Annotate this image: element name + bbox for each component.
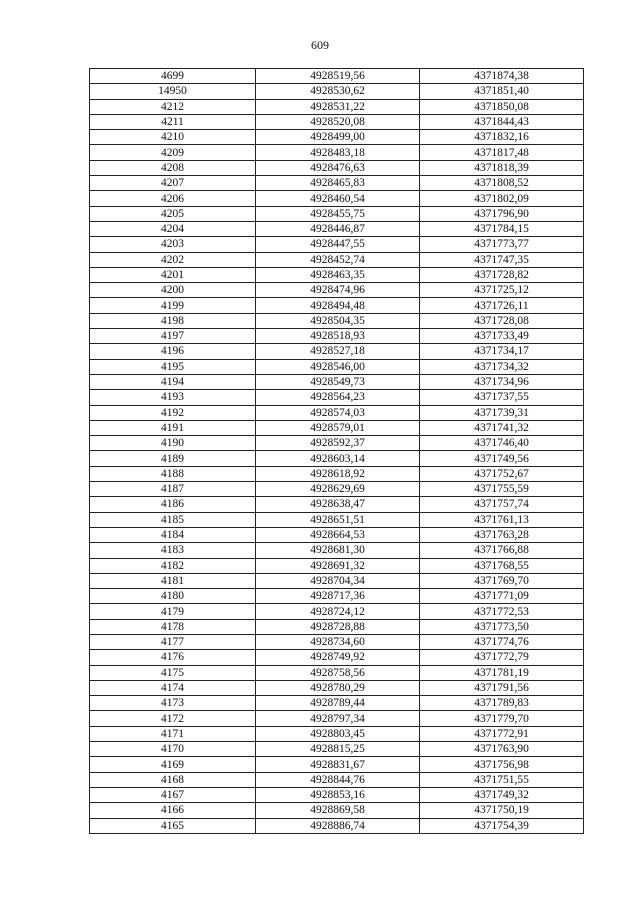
y-coordinate-cell: 4371754,39 bbox=[420, 818, 584, 833]
x-coordinate-cell: 4928734,60 bbox=[256, 634, 420, 649]
table-row bbox=[90, 237, 584, 252]
x-coordinate-cell: 4928724,12 bbox=[256, 604, 420, 619]
point-number-cell: 4194 bbox=[90, 374, 256, 389]
y-coordinate-cell: 4371763,90 bbox=[420, 742, 584, 757]
x-coordinate-cell: 4928530,62 bbox=[256, 84, 420, 99]
x-coordinate-cell: 4928474,96 bbox=[256, 283, 420, 298]
y-coordinate-cell: 4371832,16 bbox=[420, 130, 584, 145]
x-coordinate-cell: 4928564,23 bbox=[256, 390, 420, 405]
point-number-cell: 4183 bbox=[90, 543, 256, 558]
x-coordinate-cell: 4928579,01 bbox=[256, 420, 420, 435]
table-row bbox=[90, 711, 584, 726]
table-row bbox=[90, 589, 584, 604]
x-coordinate-cell: 4928446,87 bbox=[256, 221, 420, 236]
point-number-cell: 4171 bbox=[90, 726, 256, 741]
y-coordinate-cell: 4371850,08 bbox=[420, 99, 584, 114]
x-coordinate-cell: 4928460,54 bbox=[256, 191, 420, 206]
y-coordinate-cell: 4371725,12 bbox=[420, 283, 584, 298]
x-coordinate-cell: 4928638,47 bbox=[256, 497, 420, 512]
x-coordinate-cell: 4928520,08 bbox=[256, 114, 420, 129]
table-row bbox=[90, 558, 584, 573]
y-coordinate-cell: 4371755,59 bbox=[420, 482, 584, 497]
x-coordinate-cell: 4928499,00 bbox=[256, 130, 420, 145]
x-coordinate-cell: 4928704,34 bbox=[256, 573, 420, 588]
table-row bbox=[90, 130, 584, 145]
x-coordinate-cell: 4928549,73 bbox=[256, 374, 420, 389]
y-coordinate-cell: 4371784,15 bbox=[420, 221, 584, 236]
coordinates-table-body bbox=[90, 69, 584, 834]
table-row bbox=[90, 436, 584, 451]
point-number-cell: 4173 bbox=[90, 696, 256, 711]
y-coordinate-cell: 4371772,79 bbox=[420, 650, 584, 665]
x-coordinate-cell: 4928455,75 bbox=[256, 206, 420, 221]
y-coordinate-cell: 4371766,88 bbox=[420, 543, 584, 558]
x-coordinate-cell: 4928483,18 bbox=[256, 145, 420, 160]
y-coordinate-cell: 4371789,83 bbox=[420, 696, 584, 711]
table-row bbox=[90, 680, 584, 695]
x-coordinate-cell: 4928780,29 bbox=[256, 680, 420, 695]
point-number-cell: 4212 bbox=[90, 99, 256, 114]
y-coordinate-cell: 4371747,35 bbox=[420, 252, 584, 267]
x-coordinate-cell: 4928844,76 bbox=[256, 772, 420, 787]
table-row bbox=[90, 221, 584, 236]
y-coordinate-cell: 4371750,19 bbox=[420, 803, 584, 818]
y-coordinate-cell: 4371768,55 bbox=[420, 558, 584, 573]
point-number-cell: 4188 bbox=[90, 466, 256, 481]
x-coordinate-cell: 4928758,56 bbox=[256, 665, 420, 680]
point-number-cell: 4168 bbox=[90, 772, 256, 787]
x-coordinate-cell: 4928618,92 bbox=[256, 466, 420, 481]
table-row bbox=[90, 283, 584, 298]
table-row bbox=[90, 619, 584, 634]
table-row bbox=[90, 650, 584, 665]
y-coordinate-cell: 4371761,13 bbox=[420, 512, 584, 527]
table-row bbox=[90, 726, 584, 741]
x-coordinate-cell: 4928447,55 bbox=[256, 237, 420, 252]
y-coordinate-cell: 4371844,43 bbox=[420, 114, 584, 129]
point-number-cell: 4204 bbox=[90, 221, 256, 236]
table-row bbox=[90, 696, 584, 711]
y-coordinate-cell: 4371733,49 bbox=[420, 329, 584, 344]
page-number: 609 bbox=[311, 38, 329, 52]
point-number-cell: 4190 bbox=[90, 436, 256, 451]
x-coordinate-cell: 4928527,18 bbox=[256, 344, 420, 359]
point-number-cell: 4205 bbox=[90, 206, 256, 221]
point-number-cell: 4177 bbox=[90, 634, 256, 649]
x-coordinate-cell: 4928717,36 bbox=[256, 589, 420, 604]
x-coordinate-cell: 4928797,34 bbox=[256, 711, 420, 726]
x-coordinate-cell: 4928831,67 bbox=[256, 757, 420, 772]
y-coordinate-cell: 4371773,50 bbox=[420, 619, 584, 634]
table-row bbox=[90, 742, 584, 757]
table-row bbox=[90, 757, 584, 772]
table-row bbox=[90, 634, 584, 649]
table-row bbox=[90, 176, 584, 191]
y-coordinate-cell: 4371728,82 bbox=[420, 267, 584, 282]
x-coordinate-cell: 4928803,45 bbox=[256, 726, 420, 741]
point-number-cell: 4199 bbox=[90, 298, 256, 313]
table-row bbox=[90, 298, 584, 313]
point-number-cell: 4187 bbox=[90, 482, 256, 497]
point-number-cell: 4197 bbox=[90, 329, 256, 344]
x-coordinate-cell: 4928452,74 bbox=[256, 252, 420, 267]
point-number-cell: 4191 bbox=[90, 420, 256, 435]
table-row bbox=[90, 405, 584, 420]
point-number-cell: 4170 bbox=[90, 742, 256, 757]
y-coordinate-cell: 4371818,39 bbox=[420, 160, 584, 175]
x-coordinate-cell: 4928664,53 bbox=[256, 527, 420, 542]
point-number-cell: 4207 bbox=[90, 176, 256, 191]
point-number-cell: 4176 bbox=[90, 650, 256, 665]
point-number-cell: 4209 bbox=[90, 145, 256, 160]
x-coordinate-cell: 4928886,74 bbox=[256, 818, 420, 833]
point-number-cell: 4165 bbox=[90, 818, 256, 833]
x-coordinate-cell: 4928465,83 bbox=[256, 176, 420, 191]
y-coordinate-cell: 4371749,32 bbox=[420, 787, 584, 802]
table-row bbox=[90, 512, 584, 527]
x-coordinate-cell: 4928869,58 bbox=[256, 803, 420, 818]
table-row bbox=[90, 665, 584, 680]
y-coordinate-cell: 4371808,52 bbox=[420, 176, 584, 191]
table-row bbox=[90, 252, 584, 267]
x-coordinate-cell: 4928476,63 bbox=[256, 160, 420, 175]
point-number-cell: 4201 bbox=[90, 267, 256, 282]
table-row bbox=[90, 267, 584, 282]
y-coordinate-cell: 4371769,70 bbox=[420, 573, 584, 588]
table-row bbox=[90, 497, 584, 512]
table-row bbox=[90, 99, 584, 114]
point-number-cell: 4196 bbox=[90, 344, 256, 359]
y-coordinate-cell: 4371734,17 bbox=[420, 344, 584, 359]
table-row bbox=[90, 466, 584, 481]
table-row bbox=[90, 482, 584, 497]
y-coordinate-cell: 4371726,11 bbox=[420, 298, 584, 313]
x-coordinate-cell: 4928592,37 bbox=[256, 436, 420, 451]
x-coordinate-cell: 4928749,92 bbox=[256, 650, 420, 665]
y-coordinate-cell: 4371771,09 bbox=[420, 589, 584, 604]
point-number-cell: 4180 bbox=[90, 589, 256, 604]
point-number-cell: 4195 bbox=[90, 359, 256, 374]
x-coordinate-cell: 4928629,69 bbox=[256, 482, 420, 497]
y-coordinate-cell: 4371757,74 bbox=[420, 497, 584, 512]
point-number-cell: 4189 bbox=[90, 451, 256, 466]
point-number-cell: 4175 bbox=[90, 665, 256, 680]
table-row bbox=[90, 390, 584, 405]
table-row bbox=[90, 573, 584, 588]
point-number-cell: 4210 bbox=[90, 130, 256, 145]
y-coordinate-cell: 4371752,67 bbox=[420, 466, 584, 481]
point-number-cell: 4182 bbox=[90, 558, 256, 573]
y-coordinate-cell: 4371751,55 bbox=[420, 772, 584, 787]
point-number-cell: 4208 bbox=[90, 160, 256, 175]
table-row bbox=[90, 191, 584, 206]
y-coordinate-cell: 4371734,96 bbox=[420, 374, 584, 389]
table-row bbox=[90, 313, 584, 328]
table-row bbox=[90, 803, 584, 818]
point-number-cell: 4206 bbox=[90, 191, 256, 206]
x-coordinate-cell: 4928728,88 bbox=[256, 619, 420, 634]
y-coordinate-cell: 4371741,32 bbox=[420, 420, 584, 435]
table-row bbox=[90, 543, 584, 558]
point-number-cell: 4184 bbox=[90, 527, 256, 542]
x-coordinate-cell: 4928519,56 bbox=[256, 69, 420, 84]
x-coordinate-cell: 4928691,32 bbox=[256, 558, 420, 573]
point-number-cell: 4167 bbox=[90, 787, 256, 802]
point-number-cell: 4178 bbox=[90, 619, 256, 634]
table-row bbox=[90, 787, 584, 802]
x-coordinate-cell: 4928546,00 bbox=[256, 359, 420, 374]
y-coordinate-cell: 4371774,76 bbox=[420, 634, 584, 649]
x-coordinate-cell: 4928504,35 bbox=[256, 313, 420, 328]
y-coordinate-cell: 4371756,98 bbox=[420, 757, 584, 772]
x-coordinate-cell: 4928574,03 bbox=[256, 405, 420, 420]
point-number-cell: 4198 bbox=[90, 313, 256, 328]
y-coordinate-cell: 4371802,09 bbox=[420, 191, 584, 206]
table-row bbox=[90, 69, 584, 84]
point-number-cell: 4193 bbox=[90, 390, 256, 405]
y-coordinate-cell: 4371728,08 bbox=[420, 313, 584, 328]
point-number-cell: 4169 bbox=[90, 757, 256, 772]
point-number-cell: 4200 bbox=[90, 283, 256, 298]
x-coordinate-cell: 4928789,44 bbox=[256, 696, 420, 711]
point-number-cell: 4203 bbox=[90, 237, 256, 252]
table-row bbox=[90, 818, 584, 833]
table-row bbox=[90, 451, 584, 466]
table-row bbox=[90, 145, 584, 160]
table-row bbox=[90, 772, 584, 787]
point-number-cell: 4166 bbox=[90, 803, 256, 818]
point-number-cell: 4172 bbox=[90, 711, 256, 726]
x-coordinate-cell: 4928518,93 bbox=[256, 329, 420, 344]
point-number-cell: 4174 bbox=[90, 680, 256, 695]
point-number-cell: 4192 bbox=[90, 405, 256, 420]
table-row bbox=[90, 206, 584, 221]
point-number-cell: 4699 bbox=[90, 69, 256, 84]
y-coordinate-cell: 4371773,77 bbox=[420, 237, 584, 252]
point-number-cell: 4186 bbox=[90, 497, 256, 512]
y-coordinate-cell: 4371779,70 bbox=[420, 711, 584, 726]
point-number-cell: 14950 bbox=[90, 84, 256, 99]
x-coordinate-cell: 4928531,22 bbox=[256, 99, 420, 114]
y-coordinate-cell: 4371781,19 bbox=[420, 665, 584, 680]
y-coordinate-cell: 4371763,28 bbox=[420, 527, 584, 542]
table-row bbox=[90, 114, 584, 129]
y-coordinate-cell: 4371737,55 bbox=[420, 390, 584, 405]
y-coordinate-cell: 4371791,56 bbox=[420, 680, 584, 695]
y-coordinate-cell: 4371734,32 bbox=[420, 359, 584, 374]
x-coordinate-cell: 4928681,30 bbox=[256, 543, 420, 558]
table-row bbox=[90, 420, 584, 435]
point-number-cell: 4211 bbox=[90, 114, 256, 129]
y-coordinate-cell: 4371874,38 bbox=[420, 69, 584, 84]
y-coordinate-cell: 4371817,48 bbox=[420, 145, 584, 160]
point-number-cell: 4202 bbox=[90, 252, 256, 267]
table-row bbox=[90, 359, 584, 374]
y-coordinate-cell: 4371772,53 bbox=[420, 604, 584, 619]
table-row bbox=[90, 329, 584, 344]
table-row bbox=[90, 527, 584, 542]
coordinates-table bbox=[89, 68, 584, 834]
x-coordinate-cell: 4928603,14 bbox=[256, 451, 420, 466]
table-row bbox=[90, 160, 584, 175]
x-coordinate-cell: 4928651,51 bbox=[256, 512, 420, 527]
x-coordinate-cell: 4928815,25 bbox=[256, 742, 420, 757]
table-row bbox=[90, 374, 584, 389]
y-coordinate-cell: 4371772,91 bbox=[420, 726, 584, 741]
table-row bbox=[90, 84, 584, 99]
y-coordinate-cell: 4371739,31 bbox=[420, 405, 584, 420]
table-row bbox=[90, 344, 584, 359]
x-coordinate-cell: 4928853,16 bbox=[256, 787, 420, 802]
point-number-cell: 4179 bbox=[90, 604, 256, 619]
point-number-cell: 4181 bbox=[90, 573, 256, 588]
y-coordinate-cell: 4371796,90 bbox=[420, 206, 584, 221]
x-coordinate-cell: 4928494,48 bbox=[256, 298, 420, 313]
x-coordinate-cell: 4928463,35 bbox=[256, 267, 420, 282]
y-coordinate-cell: 4371749,56 bbox=[420, 451, 584, 466]
point-number-cell: 4185 bbox=[90, 512, 256, 527]
y-coordinate-cell: 4371851,40 bbox=[420, 84, 584, 99]
y-coordinate-cell: 4371746,40 bbox=[420, 436, 584, 451]
table-row bbox=[90, 604, 584, 619]
